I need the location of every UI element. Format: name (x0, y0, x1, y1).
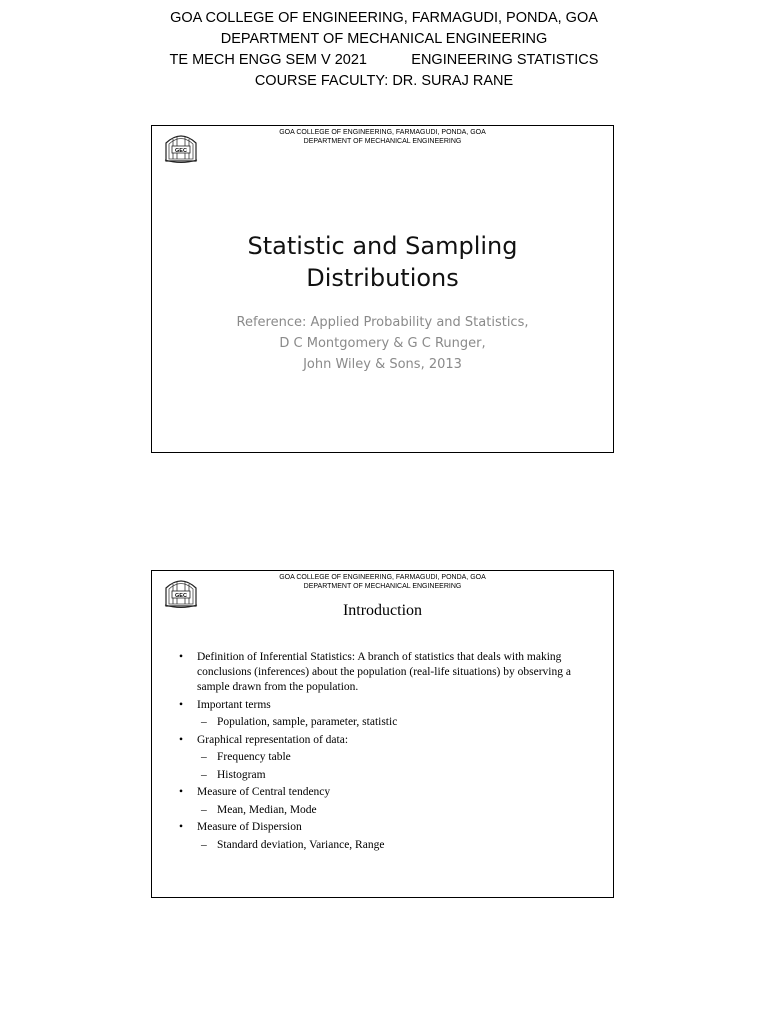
department-name: DEPARTMENT OF MECHANICAL ENGINEERING (220, 31, 548, 47)
bullet-text: Standard deviation, Variance, Range (217, 838, 385, 851)
slide-college-name: GOA COLLEGE OF ENGINEERING, FARMAGUDI, PONDA, GOA (279, 129, 486, 136)
document-header (0, 8, 768, 92)
dash-marker: – (201, 751, 207, 763)
bullet-text: Measure of Central tendency (197, 786, 331, 798)
bullet-text: Histogram (217, 768, 266, 781)
dash-marker: – (201, 838, 207, 851)
bullet-text: Definition of Inferential Statistics: A branch of statistics that deals with making conclusions (inferences) about the population (real-life situations) by observing a sample drawn from the population. (197, 651, 571, 693)
bullet-item (178, 820, 598, 835)
bullet-marker: • (179, 786, 184, 798)
college-name: GOA COLLEGE OF ENGINEERING, FARMAGUDI, PONDA, GOA (170, 10, 598, 26)
emblem-text: GEC (175, 148, 187, 154)
dash-marker: – (201, 768, 207, 781)
emblem-text: GEC (175, 593, 187, 599)
bullet-text: Important terms (197, 698, 271, 711)
bullet-text: Measure of Dispersion (197, 821, 302, 833)
slide-introduction (151, 570, 614, 898)
dash-marker: – (201, 803, 207, 816)
sub-bullet-item (178, 768, 598, 783)
bullet-marker: • (179, 733, 184, 746)
bullet-marker: • (179, 821, 184, 833)
bullet-item (178, 650, 598, 695)
slide-department-name: DEPARTMENT OF MECHANICAL ENGINEERING (303, 583, 462, 590)
bullet-marker: • (179, 651, 184, 663)
slide-department-name: DEPARTMENT OF MECHANICAL ENGINEERING (303, 138, 462, 145)
sub-bullet-item (178, 803, 598, 818)
bullet-text: Graphical representation of data: (197, 733, 349, 746)
course-line: TE MECH ENGG SEM V 2021 ENGINEERING STATISTICS (169, 52, 599, 68)
bullet-marker: • (179, 698, 184, 711)
sub-bullet-item (178, 838, 598, 853)
bullet-text: Frequency table (217, 751, 291, 763)
slide-title: Statistic and Sampling Distributions (247, 232, 518, 292)
dash-marker: – (201, 716, 207, 728)
faculty-line: COURSE FACULTY: DR. SURAJ RANE (254, 73, 514, 89)
bullet-list (178, 650, 598, 855)
college-emblem-icon (163, 131, 199, 165)
slide-header (152, 128, 613, 146)
sub-bullet-item (178, 750, 598, 765)
bullet-item (178, 785, 598, 800)
reference-text: Reference: Applied Probability and Statistics, D C Montgomery & G C Runger, John Wiley & Sons, 2013 (236, 315, 529, 372)
sub-bullet-item (178, 715, 598, 730)
bullet-item (178, 733, 598, 748)
slide-title-page (151, 125, 614, 453)
slide-college-name: GOA COLLEGE OF ENGINEERING, FARMAGUDI, PONDA, GOA (279, 574, 486, 581)
slide-header (152, 573, 613, 591)
bullet-text: Mean, Median, Mode (217, 803, 317, 816)
bullet-item (178, 698, 598, 713)
slide-title: Introduction (342, 602, 423, 619)
bullet-text: Population, sample, parameter, statistic (217, 716, 398, 728)
